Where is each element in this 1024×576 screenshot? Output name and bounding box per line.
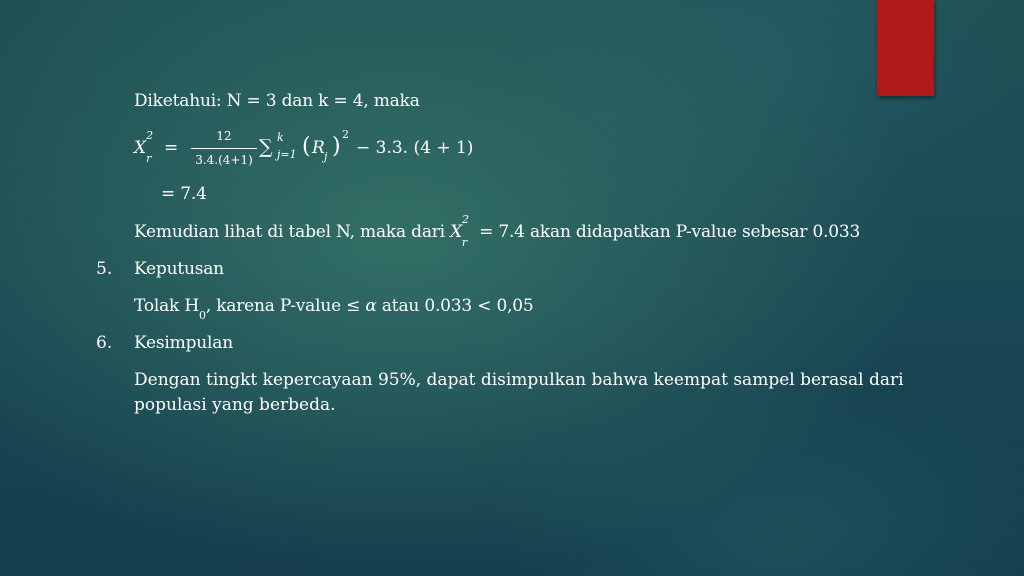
sigma-lower: j=1 bbox=[277, 148, 297, 161]
formula-equals: = bbox=[164, 138, 179, 158]
term-sup: 2 bbox=[342, 128, 349, 141]
item5-text: Tolak $H_0$, karena P-value ≤ α atau 0.033 < 0,05 bbox=[134, 296, 534, 323]
fraction-bar bbox=[191, 148, 257, 149]
formula-tail: − 3.3. (4 + 1) bbox=[356, 138, 474, 158]
kemudian-line bbox=[134, 213, 861, 250]
kemudian-symbol: $X^2_r$ bbox=[450, 213, 469, 250]
kemudian-text-before: Kemudian lihat di tabel N, maka dari bbox=[134, 222, 451, 242]
fraction-denominator: 3.4.(4+1) bbox=[195, 153, 253, 167]
paren-open: ( bbox=[302, 134, 311, 159]
result-line: = 7.4 bbox=[161, 184, 207, 204]
kemudian-text-after: = 7.4 akan didapatkan P-value sebesar 0.033 bbox=[473, 222, 861, 242]
fraction-numerator: 12 bbox=[216, 129, 232, 143]
diketahui-line: Diketahui: N = 3 dan k = 4, maka bbox=[134, 91, 420, 111]
term-symbol: R bbox=[312, 138, 325, 158]
alpha-symbol: α bbox=[365, 296, 377, 316]
item6-number: 6. bbox=[96, 333, 113, 353]
formula-lhs: $X^2_r$ bbox=[134, 129, 154, 166]
term-sub: j bbox=[324, 150, 328, 163]
item5-title: Keputusan bbox=[134, 259, 224, 279]
item6-text: Dengan tingkt kepercayaan 95%, dapat disimpulkan bahwa keempat sampel berasal dari populasi yang berbeda. bbox=[134, 370, 904, 415]
item5-number: 5. bbox=[96, 259, 113, 279]
item6-title: Kesimpulan bbox=[134, 333, 233, 353]
paren-close: ) bbox=[332, 134, 341, 159]
sigma-symbol: ∑ bbox=[259, 136, 273, 158]
red-accent-tab bbox=[877, 0, 934, 96]
sigma-upper: k bbox=[277, 131, 284, 144]
